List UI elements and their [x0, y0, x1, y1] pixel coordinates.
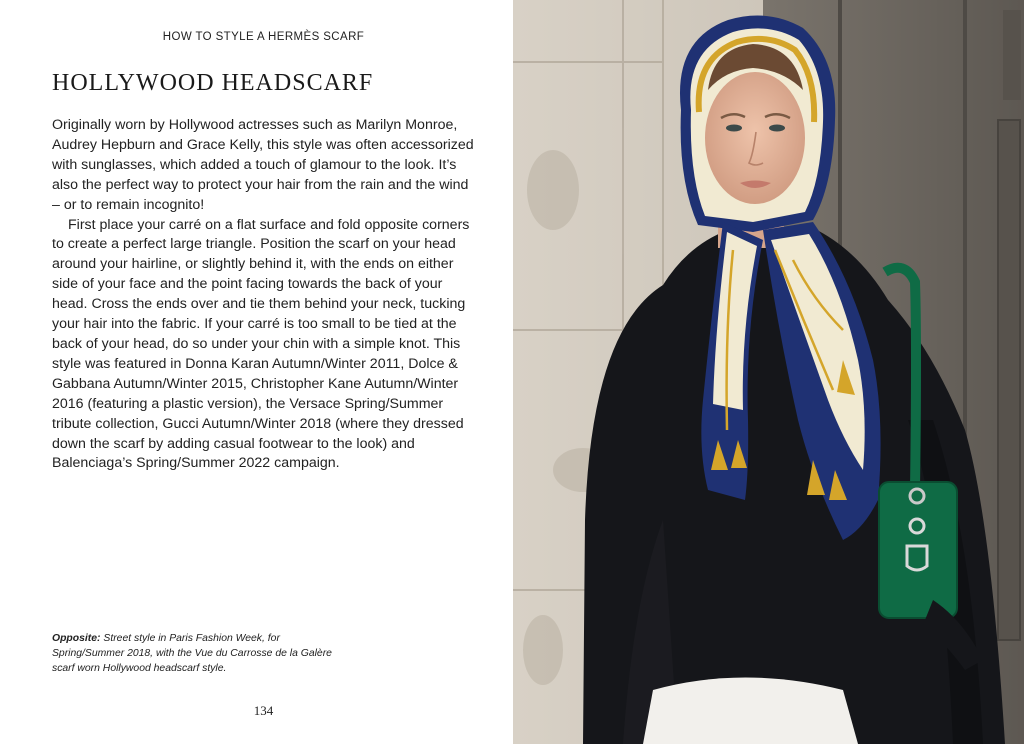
- paragraph-intro: Originally worn by Hollywood actresses such as Marilyn Monroe, Audrey Hepburn and Grace Kelly, this style was often accessorized with sunglasses, which added a touch of glamour to the look. It’s also the perfect way to protect your hair from the rain and the wind – or to remain incognito!: [52, 117, 474, 213]
- photo-caption: [52, 631, 342, 676]
- paragraph-instructions: First place your carré on a flat surface and fold opposite corners to create a perfect large triangle. Position the scarf on your head around your hairline, or slightly behind it, with the ends on either side of your face and the point facing towards the back of your head. Cross the ends over and tie them behind your neck, tucking your hair into the fabric. If your carré is too small to be tied at the back of your head, do so under your chin with a simple knot. This style was featured in Donna Karan Autumn/Winter 2011, Dolce & Gabbana Autumn/Winter 2015, Christopher Kane Autumn/Winter 2016 (featuring a plastic version), the Versace Spring/Summer tribute collection, Gucci Autumn/Winter 2018 (where they dressed down the scarf by adding casual footwear to the look) and Balenciaga’s Spring/Summer 2022 campaign.: [52, 216, 470, 472]
- white-trousers: [643, 678, 858, 744]
- street-style-photo: [513, 0, 1024, 744]
- caption-label: Opposite:: [52, 633, 101, 644]
- body-text: [52, 116, 474, 474]
- photo-illustration: [513, 0, 1024, 744]
- running-head: HOW TO STYLE A HERMÈS SCARF: [162, 31, 365, 43]
- page-number: 134: [253, 703, 274, 718]
- section-heading: HOLLYWOOD HEADSCARF: [52, 70, 374, 96]
- caption-text: Street style in Paris Fashion Week, for Spring/Summer 2018, with the Vue du Carrosse de la Galère scarf worn Hollywood headscarf style.: [52, 633, 332, 674]
